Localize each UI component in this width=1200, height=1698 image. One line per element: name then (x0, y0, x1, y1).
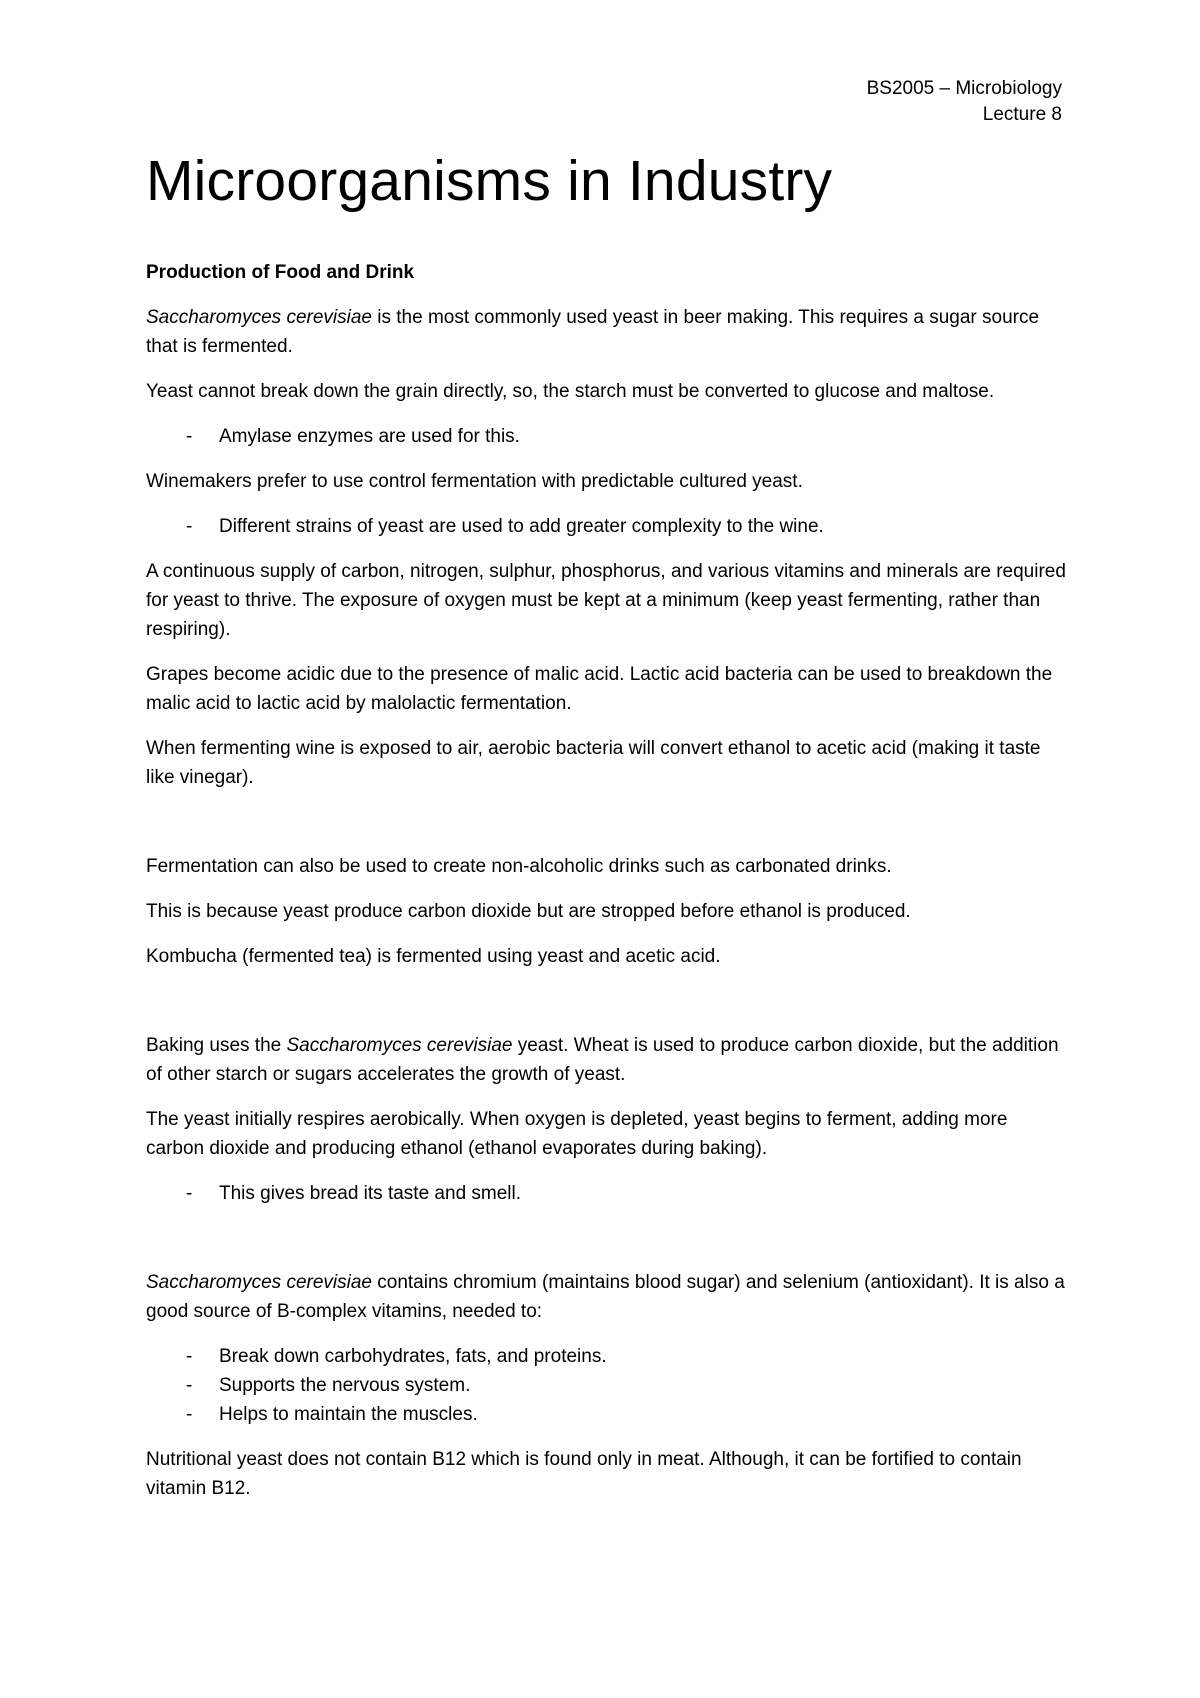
paragraph-text: yeast. Wheat is used to produce carbon dioxide, but the addition of other starch or sugars accelerates the growth of yeast. (146, 1035, 1059, 1085)
paragraph: The yeast initially respires aerobically. When oxygen is depleted, yeast begins to ferment, adding more carbon dioxide and producing ethanol (ethanol evaporates during baking). (146, 1109, 1008, 1159)
paragraph: When fermenting wine is exposed to air, aerobic bacteria will convert ethanol to acetic acid (making it taste like vinegar). (146, 738, 1041, 788)
paragraph-text: contains chromium (maintains blood sugar) and selenium (antioxidant). It is also a good source of B-complex vitamins, needed to: (146, 1272, 1065, 1322)
list-item: - Supports the nervous system. (146, 1371, 1066, 1400)
species-name: Saccharomyces cerevisiae (146, 1272, 372, 1293)
blank-line (146, 808, 1066, 852)
bullet-list (146, 512, 1066, 541)
blank-line (146, 987, 1066, 1031)
paragraph: Yeast cannot break down the grain directly, so, the starch must be converted to glucose and maltose. (146, 381, 995, 402)
paragraph: Grapes become acidic due to the presence of malic acid. Lactic acid bacteria can be used to breakdown the malic acid to lactic acid by malolactic fermentation. (146, 664, 1053, 714)
paragraph-text: is the most commonly used yeast in beer making. This requires a sugar source that is fermented. (146, 307, 1040, 357)
list-item: - Helps to maintain the muscles. (146, 1400, 1066, 1429)
bullet-list (146, 422, 1066, 451)
paragraph (146, 303, 1066, 361)
lecture-label: Lecture 8 (982, 104, 1062, 125)
paragraph: Winemakers prefer to use control fermentation with predictable cultured yeast. (146, 471, 803, 492)
paragraph: Nutritional yeast does not contain B12 which is found only in meat. Although, it can be fortified to contain vitamin B12. (146, 1449, 1022, 1499)
paragraph-text: Baking uses the (146, 1035, 287, 1056)
blank-line (146, 1224, 1066, 1268)
list-item: - Different strains of yeast are used to add greater complexity to the wine. (146, 512, 1066, 541)
document-body (146, 258, 1066, 1519)
species-name: Saccharomyces cerevisiae (146, 307, 372, 328)
section-heading: Production of Food and Drink (146, 262, 415, 283)
bullet-list (146, 1179, 1066, 1208)
document-title: Microorganisms in Industry (146, 149, 833, 213)
paragraph: A continuous supply of carbon, nitrogen, sulphur, phosphorus, and various vitamins and minerals are required for yeast to thrive. The exposure of oxygen must be kept at a minimum (keep yeast fermenting, rather than respiring). (146, 561, 1066, 640)
list-item: - Amylase enzymes are used for this. (146, 422, 1066, 451)
paragraph (146, 1031, 1066, 1089)
list-item: - Break down carbohydrates, fats, and proteins. (146, 1342, 1066, 1371)
list-item: - This gives bread its taste and smell. (146, 1179, 1066, 1208)
paragraph: Fermentation can also be used to create non-alcoholic drinks such as carbonated drinks. (146, 856, 892, 877)
page-header (867, 76, 1062, 128)
paragraph: Kombucha (fermented tea) is fermented using yeast and acetic acid. (146, 946, 721, 967)
course-label: BS2005 – Microbiology (866, 78, 1062, 99)
bullet-list (146, 1342, 1066, 1429)
paragraph: This is because yeast produce carbon dioxide but are stropped before ethanol is produced. (146, 901, 911, 922)
paragraph (146, 1268, 1066, 1326)
species-name: Saccharomyces cerevisiae (286, 1035, 513, 1056)
